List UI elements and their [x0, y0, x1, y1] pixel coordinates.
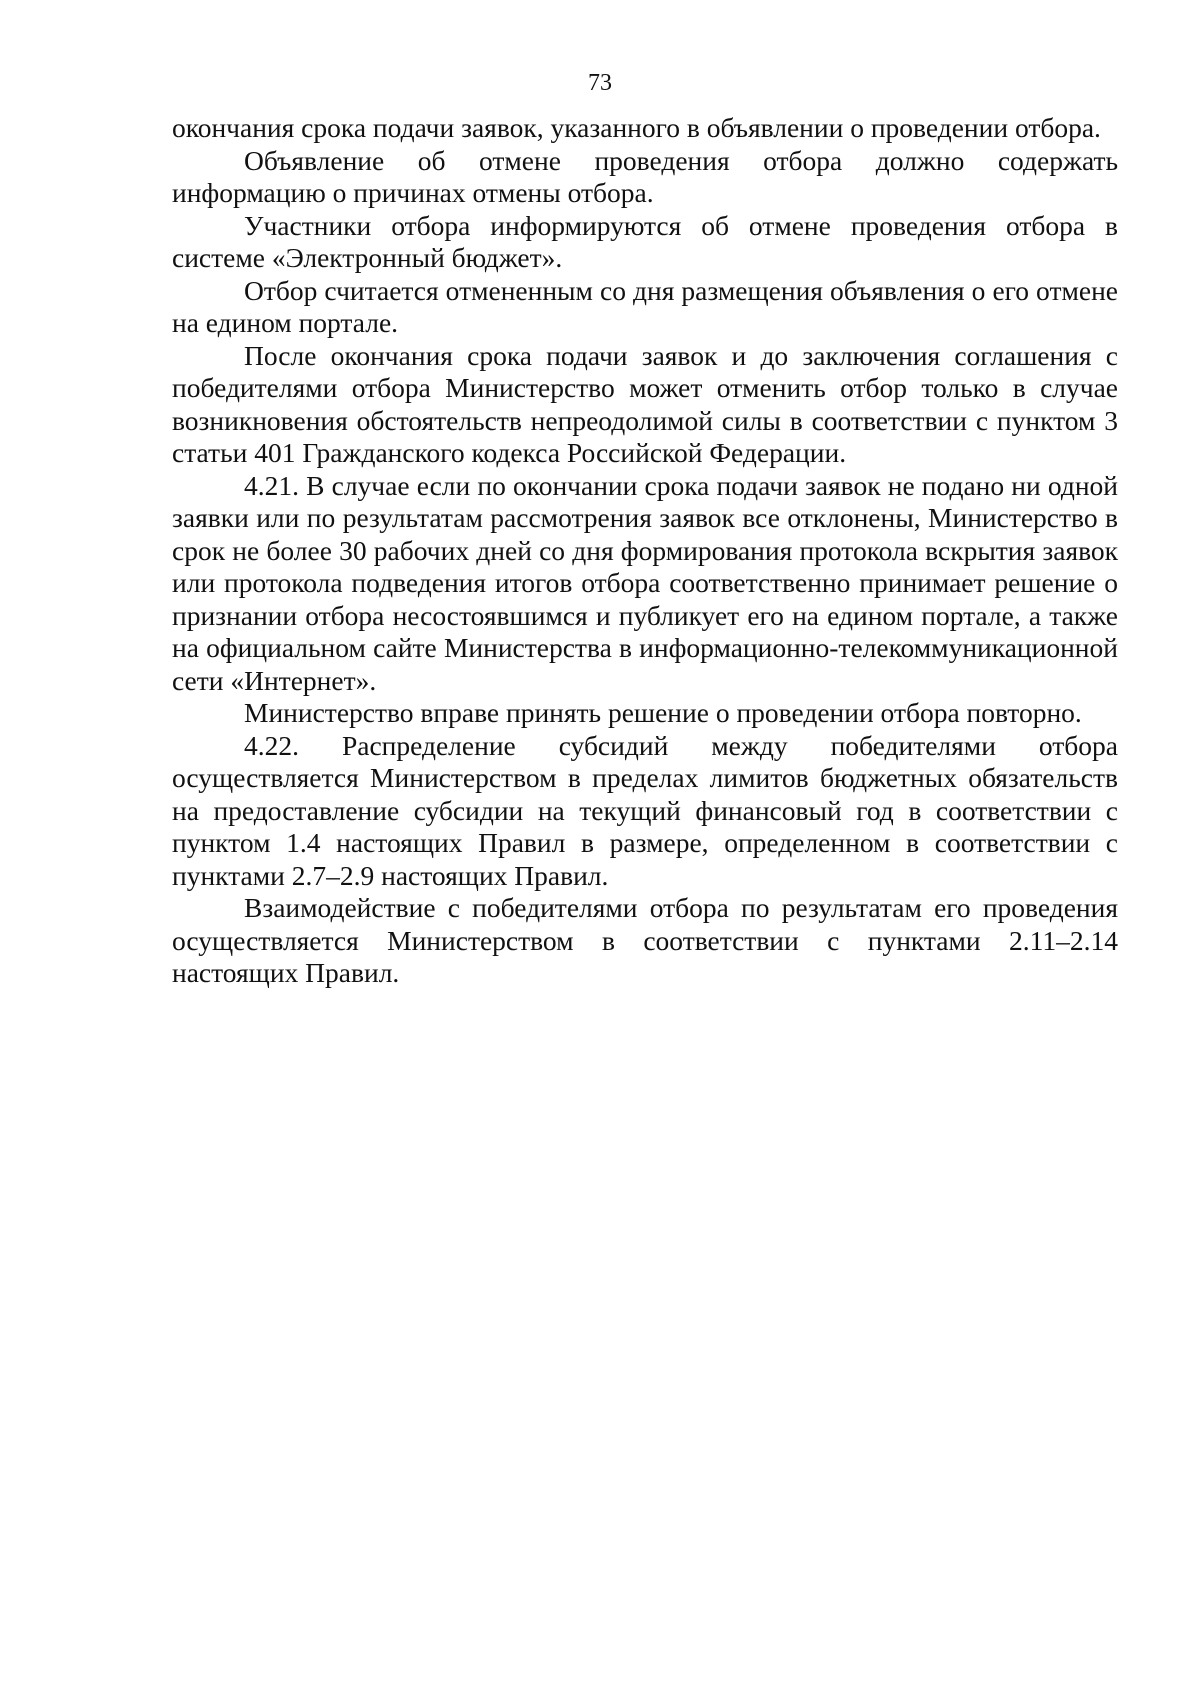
- paragraph-3: Участники отбора информируются об отмене проведения отбора в системе «Электронный бюджет».: [172, 209, 1118, 273]
- page-number: 73: [588, 70, 612, 96]
- paragraph-4: Отбор считается отмененным со дня размещения объявления о его отмене на едином портале.: [172, 274, 1118, 338]
- paragraph-9: Взаимодействие с победителями отбора по результатам его проведения осуществляется Министерством в соответствии с пунктами 2.11–2.14 настоящих Правил.: [172, 892, 1118, 988]
- paragraph-2: Объявление об отмене проведения отбора должно содержать информацию о причинах отмены отбора.: [172, 144, 1118, 208]
- paragraph-7: Министерство вправе принять решение о проведении отбора повторно.: [244, 697, 1082, 728]
- document-body: [172, 112, 1118, 990]
- paragraph-1: окончания срока подачи заявок, указанного в объявлении о проведении отбора.: [172, 112, 1101, 143]
- paragraph-5: После окончания срока подачи заявок и до заключения соглашения с победителями отбора Министерство может отменить отбор только в случае возникновения обстоятельств непреодолимой силы в соответствии с пунктом 3 статьи 401 Гражданского кодекса Российской Федерации.: [172, 339, 1118, 468]
- paragraph-6: 4.21. В случае если по окончании срока подачи заявок не подано ни одной заявки или по результатам рассмотрения заявок все отклонены, Министерство в срок не более 30 рабочих дней со дня формирования протокола вскрытия заявок или протокола подведения итогов отбора соответственно принимает решение о признании отбора несостоявшимся и публикует его на едином портале, а также на официальном сайте Министерства в информационно-телекоммуникационной сети «Интернет».: [172, 469, 1118, 696]
- paragraph-8: 4.22. Распределение субсидий между победителями отбора осуществляется Министерством в пределах лимитов бюджетных обязательств на предоставление субсидии на текущий финансовый год в соответствии с пунктом 1.4 настоящих Правил в размере, определенном в соответствии с пунктами 2.7–2.9 настоящих Правил.: [172, 729, 1118, 891]
